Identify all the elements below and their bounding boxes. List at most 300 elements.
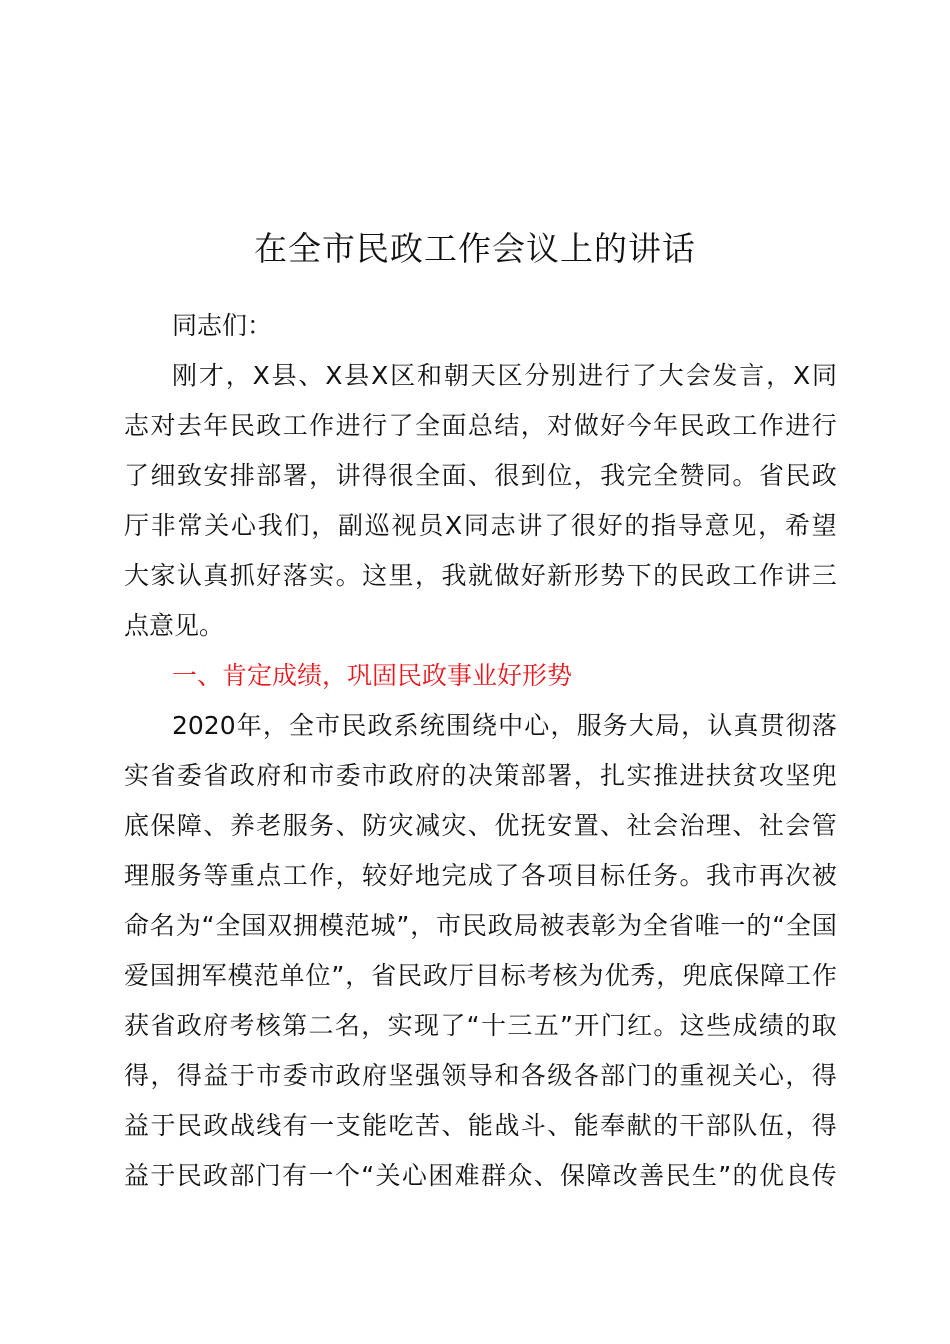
line-glyph: 落	[811, 711, 837, 740]
line-glyph: 实	[124, 761, 150, 790]
line-glyph: 民	[397, 961, 423, 990]
line-glyph: 爱	[124, 961, 150, 990]
line-glyph: 难	[454, 1161, 480, 1190]
line-glyph: 很	[570, 511, 596, 540]
line-glyph: 扶	[705, 761, 731, 790]
line-glyph: 府	[256, 761, 282, 790]
line-glyph: 地	[414, 861, 440, 890]
line-glyph: 政	[229, 761, 255, 790]
line-glyph: 的	[785, 1011, 811, 1040]
line-glyph: 天	[470, 361, 496, 390]
document-title: 在全市民政工作会议上的讲话	[254, 229, 696, 268]
line-glyph: 于	[229, 1061, 255, 1090]
line-glyph: 保	[560, 1161, 586, 1190]
line-glyph: 障	[759, 961, 785, 990]
line-glyph: 委	[176, 761, 202, 790]
line-glyph: 、	[533, 1161, 559, 1190]
line-glyph: 了	[631, 361, 657, 390]
line-glyph: 模	[227, 961, 253, 990]
line-glyph: 进	[679, 761, 705, 790]
line-glyph: 次	[785, 861, 811, 890]
line-glyph: X	[793, 361, 811, 390]
line-glyph: 同	[463, 511, 489, 540]
line-glyph: 了	[440, 1011, 466, 1040]
line-glyph: 善	[639, 1161, 665, 1190]
line-glyph: 、	[441, 1111, 467, 1140]
line-glyph: 苦	[414, 1111, 440, 1140]
line-glyph: 红	[627, 1011, 653, 1040]
line-glyph: 一	[309, 1111, 335, 1140]
line-glyph: 国	[811, 911, 837, 940]
line-glyph: 单	[279, 961, 305, 990]
line-glyph: 军	[201, 961, 227, 990]
line-glyph: ，	[262, 711, 288, 740]
line-glyph: 、	[335, 811, 361, 840]
line-glyph: 社	[626, 811, 652, 840]
line-glyph: 现	[413, 1011, 439, 1040]
line-glyph: 位	[305, 961, 331, 990]
line-glyph: 全	[215, 911, 241, 940]
line-glyph: 门	[255, 1161, 281, 1190]
line-glyph: 工	[282, 861, 308, 890]
paragraph-line	[124, 1158, 837, 1194]
line-glyph: 部	[229, 1161, 255, 1190]
line-glyph: 推	[653, 761, 679, 790]
line-glyph: 局	[513, 911, 539, 940]
line-glyph: 政	[203, 1161, 229, 1190]
line-glyph: 员	[418, 511, 444, 540]
line-glyph: 各	[520, 1061, 546, 1090]
line-glyph: 民	[785, 461, 811, 490]
line-glyph: 政	[367, 711, 393, 740]
line-glyph: 任	[626, 861, 652, 890]
line-glyph: 能	[467, 1111, 493, 1140]
line-glyph: ”	[396, 911, 410, 940]
line-glyph: 底	[708, 961, 734, 990]
line-glyph: 核	[552, 961, 578, 990]
line-glyph: 了	[494, 861, 520, 890]
line-glyph: 再	[758, 861, 784, 890]
line-glyph: 结	[494, 411, 520, 440]
line-glyph: 灾	[441, 811, 467, 840]
line-glyph: 2020	[172, 711, 236, 740]
line-glyph: 重	[679, 1061, 705, 1090]
paragraph-line	[124, 458, 837, 494]
line-glyph: 实	[626, 761, 652, 790]
line-glyph: 非	[150, 511, 176, 540]
line-glyph: ，	[550, 711, 576, 740]
line-glyph: ，	[681, 711, 707, 740]
line-glyph: 核	[255, 1011, 281, 1040]
line-glyph: 好	[520, 561, 546, 590]
line-glyph: 优	[494, 811, 520, 840]
line-glyph: 政	[256, 411, 282, 440]
line-glyph: 认	[707, 711, 733, 740]
line-glyph: ，	[785, 1061, 811, 1090]
line-glyph: 同	[811, 361, 837, 390]
line-glyph: 障	[586, 1161, 612, 1190]
line-glyph: 、	[203, 811, 229, 840]
line-glyph: 省	[203, 761, 229, 790]
line-glyph: 和	[416, 361, 442, 390]
line-glyph: 的	[746, 911, 772, 940]
line-glyph: X	[325, 361, 343, 390]
line-glyph: 得	[811, 1111, 837, 1140]
line-glyph: 见	[731, 511, 757, 540]
line-glyph: 全	[653, 461, 679, 490]
line-glyph: 为	[175, 911, 201, 940]
line-glyph: 大	[628, 711, 654, 740]
line-glyph: 门	[626, 1061, 652, 1090]
line-glyph: 策	[494, 761, 520, 790]
line-glyph: 政	[388, 761, 414, 790]
line-glyph: 心	[231, 511, 257, 540]
line-glyph: 对	[547, 411, 573, 440]
line-glyph: ，	[656, 961, 682, 990]
line-glyph: 各	[573, 1061, 599, 1090]
line-glyph: 成	[732, 1011, 758, 1040]
line-glyph: 很	[494, 461, 520, 490]
line-glyph: X	[371, 361, 389, 390]
line-glyph: 真	[203, 561, 229, 590]
line-glyph: ，	[345, 961, 371, 990]
line-glyph: 了	[544, 511, 570, 540]
line-glyph: 服	[150, 861, 176, 890]
line-glyph: 等	[203, 861, 229, 890]
line-glyph: 一	[720, 911, 746, 940]
line-glyph: 做	[573, 411, 599, 440]
line-glyph: 关	[204, 511, 230, 540]
line-glyph: ，	[414, 561, 440, 590]
line-glyph: 局	[655, 711, 681, 740]
line-glyph: 部	[256, 461, 282, 490]
line-glyph: 实	[387, 1011, 413, 1040]
line-glyph: 市	[315, 711, 341, 740]
line-glyph: 点	[256, 861, 282, 890]
line-glyph: 省	[758, 461, 784, 490]
line-glyph: 志	[124, 411, 150, 440]
line-glyph: 形	[573, 561, 599, 590]
line-glyph: 保	[734, 961, 760, 990]
line-glyph: 朝	[443, 361, 469, 390]
line-glyph: 心	[524, 711, 550, 740]
line-glyph: 言	[739, 361, 765, 390]
line-glyph: 为	[617, 911, 643, 940]
line-glyph: 项	[547, 861, 573, 890]
paragraph-line	[124, 1108, 837, 1144]
line-glyph: 绕	[472, 711, 498, 740]
line-glyph: 能	[362, 1111, 388, 1140]
line-glyph: 服	[576, 711, 602, 740]
line-glyph: 巡	[364, 511, 390, 540]
line-glyph: 和	[494, 1061, 520, 1090]
line-glyph: 就	[467, 561, 493, 590]
line-glyph: 年	[236, 711, 262, 740]
line-glyph: 生	[691, 1161, 717, 1190]
line-glyph: 民	[679, 411, 705, 440]
line-glyph: 、	[298, 361, 324, 390]
line-glyph: 大	[124, 561, 150, 590]
line-glyph: 的	[653, 1061, 679, 1090]
line-glyph: 唯	[694, 911, 720, 940]
line-glyph: ，	[309, 461, 335, 490]
line-glyph: 民	[679, 561, 705, 590]
line-glyph: 大	[658, 361, 684, 390]
line-glyph: 里	[388, 561, 414, 590]
line-glyph: 社	[758, 811, 784, 840]
line-glyph: 献	[626, 1111, 652, 1140]
line-glyph: ”	[718, 1161, 732, 1190]
paragraph-line	[124, 1058, 837, 1094]
line-glyph: 表	[565, 911, 591, 940]
paragraph-line	[124, 808, 837, 844]
line-glyph: 市	[256, 1061, 282, 1090]
section-heading: 一、肯定成绩，巩固民政事业好形势	[172, 661, 573, 690]
line-glyph: 。	[653, 1011, 679, 1040]
line-glyph: 市	[732, 861, 758, 890]
line-glyph: 政	[203, 1111, 229, 1140]
line-glyph: 为	[578, 961, 604, 990]
line-glyph: 目	[474, 961, 500, 990]
line-glyph: 会	[685, 361, 711, 390]
line-glyph: ，	[225, 361, 251, 390]
line-glyph: 改	[612, 1161, 638, 1190]
paragraph-line	[124, 958, 837, 994]
line-glyph: 坚	[388, 1061, 414, 1090]
line-glyph: 民	[461, 911, 487, 940]
line-glyph: 新	[547, 561, 573, 590]
line-glyph: ，	[520, 411, 546, 440]
line-glyph: 防	[362, 811, 388, 840]
line-glyph: 抚	[520, 811, 546, 840]
line-glyph: 到	[520, 461, 546, 490]
line-glyph: 指	[651, 511, 677, 540]
line-glyph: 的	[653, 561, 679, 590]
line-glyph: 视	[705, 1061, 731, 1090]
line-glyph: 模	[318, 911, 344, 940]
line-glyph: 务	[176, 861, 202, 890]
line-glyph: 拥	[175, 961, 201, 990]
line-glyph: 实	[309, 561, 335, 590]
line-glyph: 年	[203, 411, 229, 440]
line-glyph: 取	[811, 1011, 837, 1040]
line-glyph: ，	[758, 511, 784, 540]
line-glyph: 我	[705, 861, 731, 890]
line-glyph: 五	[533, 1011, 559, 1040]
line-glyph: 二	[308, 1011, 334, 1040]
line-glyph: 厅	[448, 961, 474, 990]
line-glyph: 面	[441, 411, 467, 440]
line-glyph: 位	[547, 461, 573, 490]
line-glyph: 全	[414, 411, 440, 440]
line-glyph: 些	[706, 1011, 732, 1040]
line-glyph: 省	[150, 1011, 176, 1040]
line-glyph: 被	[539, 911, 565, 940]
paragraph-line: 点意见。	[124, 611, 225, 640]
line-glyph: 抓	[229, 561, 255, 590]
line-glyph: 望	[811, 511, 837, 540]
line-glyph: 行	[604, 361, 630, 390]
line-glyph: 今	[626, 411, 652, 440]
line-glyph: 、	[600, 811, 626, 840]
line-glyph: 国	[241, 911, 267, 940]
paragraph-line	[124, 858, 837, 894]
line-glyph: ，	[766, 361, 792, 390]
line-glyph: 委	[335, 761, 361, 790]
line-glyph: 政	[487, 911, 513, 940]
line-glyph: 兜	[682, 961, 708, 990]
line-glyph: 民	[341, 711, 367, 740]
line-glyph: 管	[811, 811, 837, 840]
line-glyph: 群	[480, 1161, 506, 1190]
line-glyph: 得	[362, 461, 388, 490]
line-glyph: ，	[335, 861, 361, 890]
paragraph-line	[172, 358, 837, 394]
line-glyph: 志	[490, 511, 516, 540]
line-glyph: 优	[604, 961, 630, 990]
line-glyph: 县	[344, 361, 370, 390]
line-glyph: 政	[705, 561, 731, 590]
line-glyph: 伍	[758, 1111, 784, 1140]
line-glyph: 彻	[785, 711, 811, 740]
line-glyph: 、	[467, 461, 493, 490]
line-glyph: 获	[124, 1011, 150, 1040]
line-glyph: 好	[256, 561, 282, 590]
line-glyph: 老	[256, 811, 282, 840]
line-glyph: 服	[282, 811, 308, 840]
line-glyph: 斗	[520, 1111, 546, 1140]
line-glyph: 务	[602, 711, 628, 740]
line-glyph: 好	[388, 861, 414, 890]
line-glyph: 优	[758, 1161, 784, 1190]
line-glyph: 副	[338, 511, 364, 540]
line-glyph: 命	[124, 911, 150, 940]
line-glyph: 有	[282, 1161, 308, 1190]
line-glyph: 级	[547, 1061, 573, 1090]
line-glyph: 。	[335, 561, 361, 590]
line-glyph: 、	[547, 1111, 573, 1140]
line-glyph: 署	[547, 761, 573, 790]
paragraph-line	[124, 558, 837, 594]
line-glyph: 务	[653, 861, 679, 890]
line-glyph: 民	[229, 411, 255, 440]
line-glyph: 贯	[759, 711, 785, 740]
line-glyph: 的	[624, 511, 650, 540]
paragraph-line	[124, 1008, 837, 1044]
line-glyph: 作	[309, 411, 335, 440]
line-glyph: 治	[679, 811, 705, 840]
line-glyph: 。	[679, 861, 705, 890]
line-glyph: ，	[150, 1061, 176, 1090]
line-glyph: 县	[271, 361, 297, 390]
line-glyph: ”	[560, 1011, 573, 1040]
paragraph-line	[124, 908, 837, 944]
line-glyph: 分	[524, 361, 550, 390]
line-glyph: 领	[441, 1061, 467, 1090]
line-glyph: 一	[308, 1161, 334, 1190]
line-glyph: 导	[467, 1061, 493, 1090]
line-glyph: 民	[665, 1161, 691, 1190]
line-glyph: 政	[811, 461, 837, 490]
line-glyph: 于	[150, 1111, 176, 1140]
line-glyph: 兜	[811, 761, 837, 790]
line-glyph: ，	[573, 761, 599, 790]
line-glyph: 传	[811, 1161, 837, 1190]
line-glyph: 范	[344, 911, 370, 940]
line-glyph: 府	[414, 761, 440, 790]
line-glyph: 我	[257, 511, 283, 540]
line-glyph: 坚	[785, 761, 811, 790]
line-glyph: 益	[124, 1111, 150, 1140]
line-glyph: 心	[758, 1061, 784, 1090]
line-glyph: ，	[785, 1111, 811, 1140]
line-glyph: 我	[441, 561, 467, 590]
line-glyph: 工	[282, 411, 308, 440]
line-glyph: 得	[811, 1061, 837, 1090]
line-glyph: 完	[626, 461, 652, 490]
line-glyph: 别	[551, 361, 577, 390]
line-glyph: 部	[600, 1061, 626, 1090]
line-glyph: 作	[811, 961, 837, 990]
line-glyph: 良	[785, 1161, 811, 1190]
line-glyph: 对	[150, 411, 176, 440]
line-glyph: 统	[419, 711, 445, 740]
line-glyph: 同	[705, 461, 731, 490]
line-glyph: 绩	[758, 1011, 784, 1040]
paragraph-line	[172, 708, 837, 744]
line-glyph: 作	[758, 411, 784, 440]
line-glyph: 去	[176, 411, 202, 440]
line-glyph: 政	[176, 1011, 202, 1040]
line-glyph: 奉	[600, 1111, 626, 1140]
line-glyph: 十	[480, 1011, 506, 1040]
line-glyph: 意	[704, 511, 730, 540]
line-glyph: 。	[732, 461, 758, 490]
line-glyph: 各	[520, 861, 546, 890]
line-glyph: 标	[500, 961, 526, 990]
line-glyph: 赞	[679, 461, 705, 490]
line-glyph: 得	[124, 1061, 150, 1090]
line-glyph: 面	[441, 461, 467, 490]
line-glyph: 攻	[758, 761, 784, 790]
line-glyph: 三	[811, 561, 837, 590]
line-glyph: 区	[390, 361, 416, 390]
line-glyph: 的	[653, 1111, 679, 1140]
line-glyph: 导	[677, 511, 703, 540]
line-glyph: 的	[732, 1161, 758, 1190]
line-glyph: 细	[150, 461, 176, 490]
line-glyph: 部	[520, 761, 546, 790]
line-glyph: “	[201, 911, 215, 940]
line-glyph: 好	[597, 511, 623, 540]
line-glyph: 政	[423, 961, 449, 990]
line-glyph: 重	[229, 861, 255, 890]
line-glyph: 中	[498, 711, 524, 740]
line-glyph: 工	[732, 561, 758, 590]
line-glyph: 作	[309, 861, 335, 890]
line-glyph: 范	[253, 961, 279, 990]
line-glyph: 讲	[335, 461, 361, 490]
line-glyph: 势	[600, 561, 626, 590]
line-glyph: “	[466, 1011, 480, 1040]
line-glyph: 底	[124, 811, 150, 840]
line-glyph: 名	[149, 911, 175, 940]
line-glyph: X	[252, 361, 270, 390]
line-glyph: 拥	[292, 911, 318, 940]
line-glyph: 和	[282, 761, 308, 790]
line-glyph: X	[445, 511, 463, 540]
line-glyph: 较	[362, 861, 388, 890]
